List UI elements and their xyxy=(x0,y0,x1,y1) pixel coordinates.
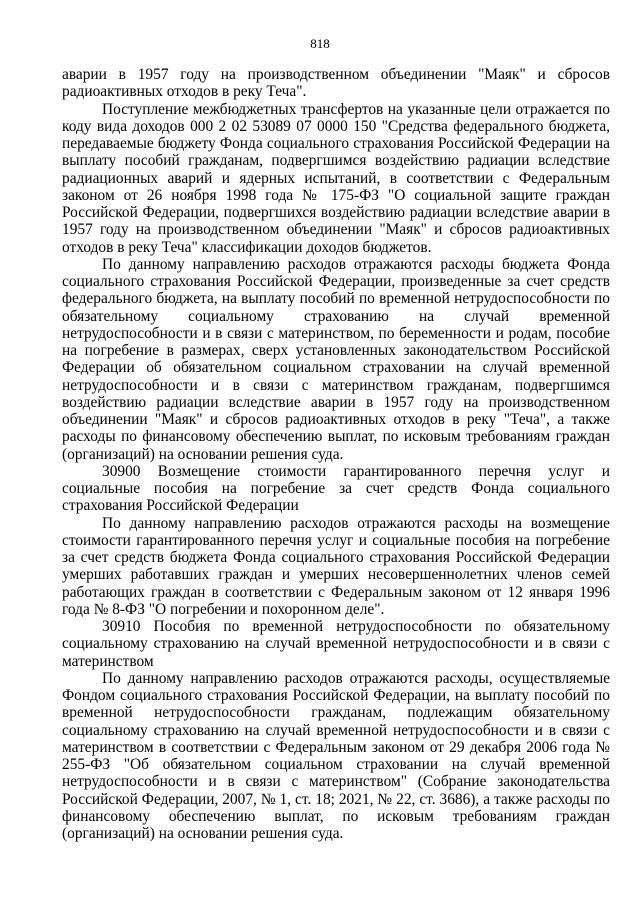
document-body xyxy=(62,66,610,842)
paragraph-mayak-expenses: По данному направлению расходов отражаются расходы бюджета Фонда социального страхования Российской Федерации, произведенные за счет средств федерального бюджета, на выплату пособий по временной нетрудоспособности по обязательному социальному страхованию на случай временной нетрудоспособности и в связи с материнством, по беременности и родам, пособие на погребение в размерах, сверх установленных законодательством Российской Федерации об обязательном социальном страховании на случай временной нетрудоспособности и в связи с материнством гражданам, подвергшимся воздействию радиации вследствие аварии в 1957 году на производственном объединении "Маяк" и сбросов радиоактивных отходов в реку "Теча", а также расходы по финансовому обеспечению выплат, по исковым требованиям граждан (организаций) на основании решения суда. xyxy=(62,255,610,463)
paragraph-revenue-code: Поступление межбюджетных трансфертов на указанные цели отражается по коду вида доходов 000 2 02 53089 07 0000 150 "Средства федерального бюджета, передаваемые бюджету Фонда социального страхования Российской Федерации на выплату пособий гражданам, подвергшимся воздействию радиации вследствие радиационных аварий и ядерных испытаний, в соответствии с Федеральным законом от 26 ноября 1998 года № 175-ФЗ "О социальной защите граждан Российской Федерации, подвергшихся воздействию радиации вследствие аварии в 1957 году на производственном объединении "Маяк" и сбросов радиоактивных отходов в реку Теча" классификации доходов бюджетов. xyxy=(62,100,610,256)
paragraph-funeral-expenses: По данному направлению расходов отражаются расходы на возмещение стоимости гарантированного перечня услуг и социальные пособия на погребение за счет средств бюджета Фонда социального страхования Российской Федерации умерших работавших граждан и умерших несовершеннолетних членов семей работающих граждан в соответствии с Федеральным законом от 12 января 1996 года № 8-ФЗ "О погребении и похоронном деле". xyxy=(62,514,610,618)
section-heading-30900: 30900 Возмещение стоимости гарантированного перечня услуг и социальные пособия на погребение за счет средств Фонда социального страхования Российской Федерации xyxy=(62,462,610,515)
paragraph-continuation: аварии в 1957 году на производственном объединении "Маяк" и сбросов радиоактивных отходов в реку Теча". xyxy=(62,66,610,101)
paragraph-disability-benefits: По данному направлению расходов отражаются расходы, осуществляемые Фондом социального страхования Российской Федерации, на выплату пособий по временной нетрудоспособности гражданам, подлежащим обязательному социальному страхованию на случай временной нетрудоспособности и в связи с материнством в соответствии с Федеральным законом от 29 декабря 2006 года № 255-ФЗ "Об обязательном социальном страховании на случай временной нетрудоспособности и в связи с материнством" (Собрание законодательства Российской Федерации, 2007, № 1, ст. 18; 2021, № 22, ст. 3686), а также расходы по финансовому обеспечению выплат, по исковым требованиям граждан (организаций) на основании решения суда. xyxy=(62,669,610,842)
page-number: 818 xyxy=(310,36,330,51)
section-heading-30910: 30910 Пособия по временной нетрудоспособности по обязательному социальному страхованию на случай временной нетрудоспособности и в связи с материнством xyxy=(62,618,610,670)
